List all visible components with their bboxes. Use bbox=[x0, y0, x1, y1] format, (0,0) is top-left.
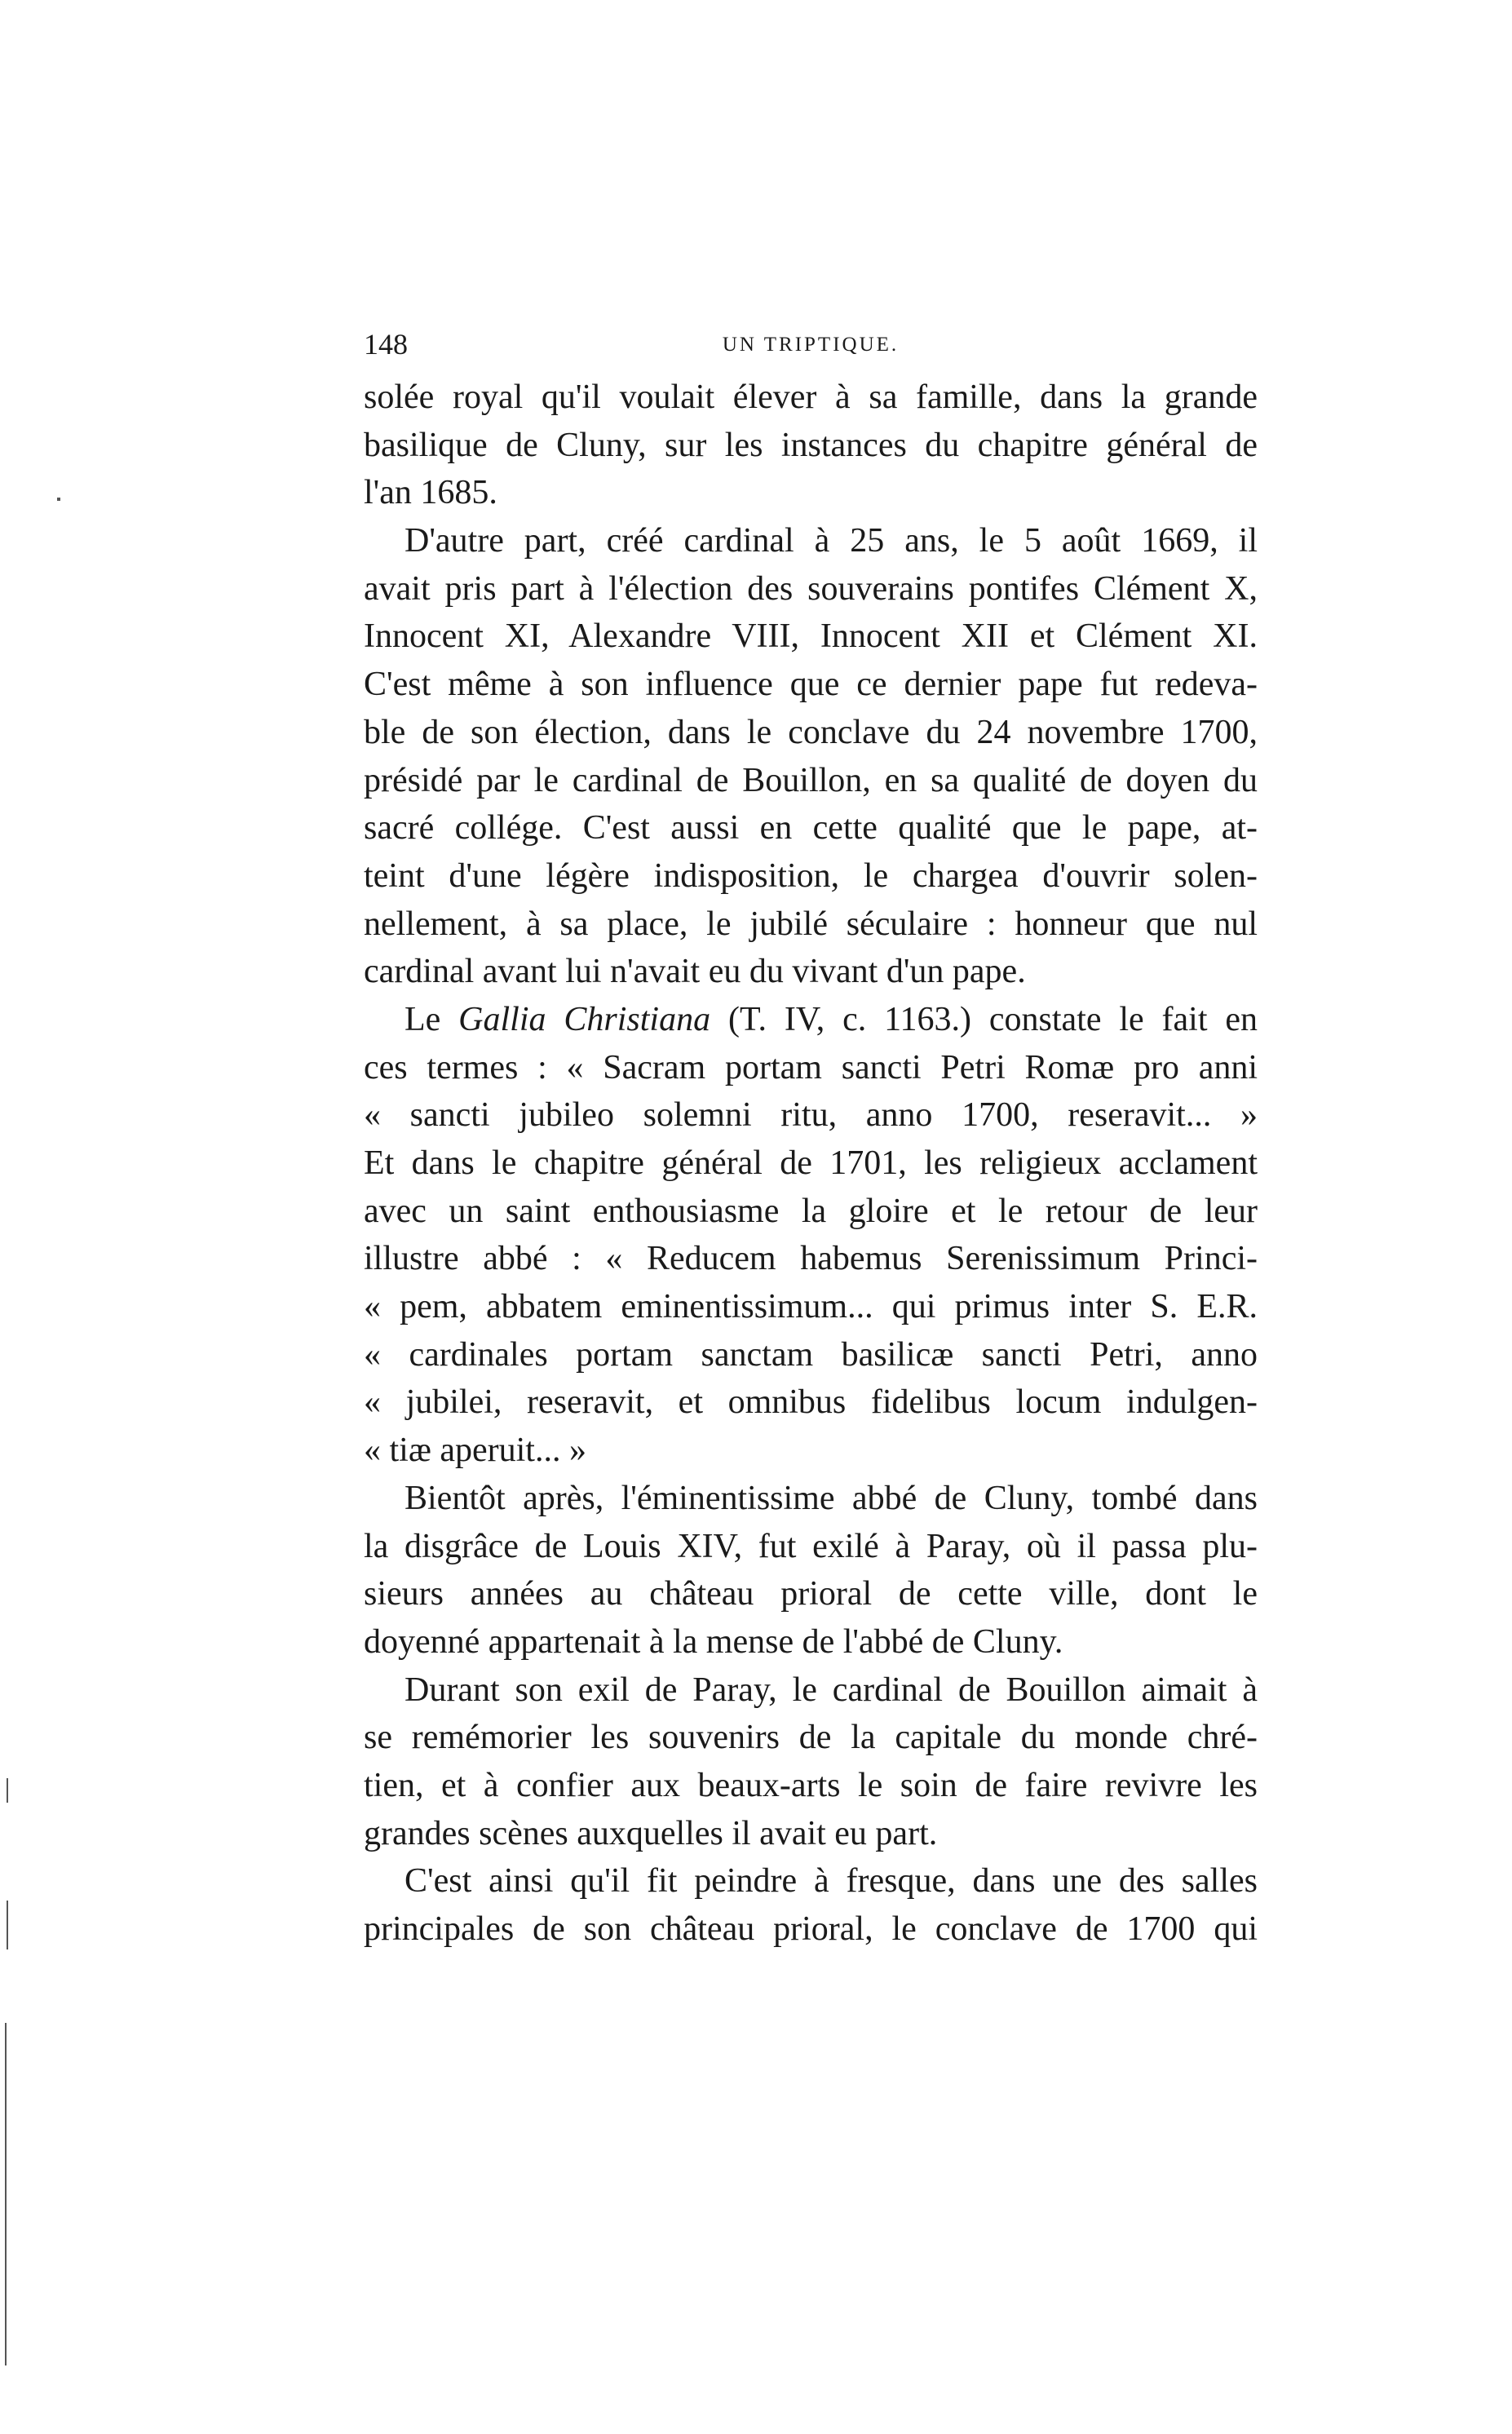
text-line: illustre abbé : « Reducem habemus Serenissimum Princi- bbox=[364, 1240, 1258, 1278]
text-segment: (T. IV, c. 1163.) constate le fait en bbox=[710, 1000, 1258, 1038]
text-line: la disgrâce de Louis XIV, fut exilé à Paray, où il passa plu- bbox=[364, 1527, 1258, 1565]
text-line: ble de son élection, dans le conclave du 24 novembre 1700, bbox=[364, 713, 1258, 751]
text-line: « jubilei, reseravit, et omnibus fidelibus locum indulgen- bbox=[364, 1383, 1258, 1422]
text-line: tien, et à confier aux beaux-arts le soin de faire revivre les bbox=[364, 1766, 1258, 1804]
text-line: sieurs années au château prioral de cette ville, dont le bbox=[364, 1575, 1258, 1613]
italic-title: Gallia Christiana bbox=[458, 1000, 711, 1038]
text-line: présidé par le cardinal de Bouillon, en sa qualité de doyen du bbox=[364, 761, 1258, 799]
text-line: « pem, abbatem eminentissimum... qui primus inter S. E.R. bbox=[364, 1288, 1258, 1326]
scan-mark bbox=[5, 2023, 7, 2365]
running-head: UN TRIPTIQUE. bbox=[722, 334, 900, 356]
text-line: grandes scènes auxquelles il avait eu part. bbox=[364, 1814, 938, 1852]
text-line: C'est ainsi qu'il fit peindre à fresque, dans une des salles bbox=[405, 1862, 1258, 1901]
text-line: se remémorier les souvenirs de la capitale du monde chré- bbox=[364, 1719, 1258, 1757]
text-line: principales de son château prioral, le conclave de 1700 qui bbox=[364, 1910, 1258, 1948]
text-line: doyenné appartenait à la mense de l'abbé de Cluny. bbox=[364, 1622, 1063, 1661]
text-line: l'an 1685. bbox=[364, 474, 497, 512]
text-line: Bientôt après, l'éminentissime abbé de Cluny, tombé dans bbox=[405, 1479, 1258, 1517]
text-line: Innocent XI, Alexandre VIII, Innocent XII et Clément XI. bbox=[364, 617, 1258, 656]
text-line: nellement, à sa place, le jubilé séculaire : honneur que nul bbox=[364, 905, 1258, 943]
scan-mark bbox=[7, 1778, 8, 1803]
text-line: avait pris part à l'élection des souverains pontifes Clément X, bbox=[364, 569, 1258, 608]
text-line: ces termes : « Sacram portam sancti Petri Romæ pro anni bbox=[364, 1048, 1258, 1086]
text-line: « sancti jubileo solemni ritu, anno 1700, reseravit... » bbox=[364, 1096, 1258, 1135]
text-segment: Le bbox=[405, 1000, 459, 1038]
page-header bbox=[364, 328, 1258, 361]
text-line: solée royal qu'il voulait élever à sa famille, dans la grande bbox=[364, 378, 1258, 416]
text-line: D'autre part, créé cardinal à 25 ans, le 5 août 1669, il bbox=[405, 522, 1258, 560]
text-line: sacré collége. C'est aussi en cette qualité que le pape, at- bbox=[364, 809, 1258, 847]
text-line: Et dans le chapitre général de 1701, les religieux acclament bbox=[364, 1144, 1258, 1182]
body-text bbox=[364, 374, 1258, 1954]
text-line: C'est même à son influence que ce dernier pape fut redeva- bbox=[364, 666, 1258, 704]
page-number: 148 bbox=[364, 328, 408, 361]
text-line: « cardinales portam sanctam basilicæ sancti Petri, anno bbox=[364, 1335, 1258, 1374]
scan-mark bbox=[7, 1901, 8, 1949]
text-line: teint d'une légère indisposition, le chargea d'ouvrir solen- bbox=[364, 856, 1258, 895]
text-line: Durant son exil de Paray, le cardinal de Bouillon aimait à bbox=[405, 1671, 1258, 1709]
text-line bbox=[364, 996, 1258, 1044]
scan-mark bbox=[57, 498, 60, 501]
text-line: basilique de Cluny, sur les instances du chapitre général de bbox=[364, 426, 1258, 464]
text-line: « tiæ aperuit... » bbox=[364, 1432, 586, 1470]
text-line: cardinal avant lui n'avait eu du vivant d'un pape. bbox=[364, 953, 1026, 991]
text-line: avec un saint enthousiasme la gloire et le retour de leur bbox=[364, 1192, 1258, 1230]
